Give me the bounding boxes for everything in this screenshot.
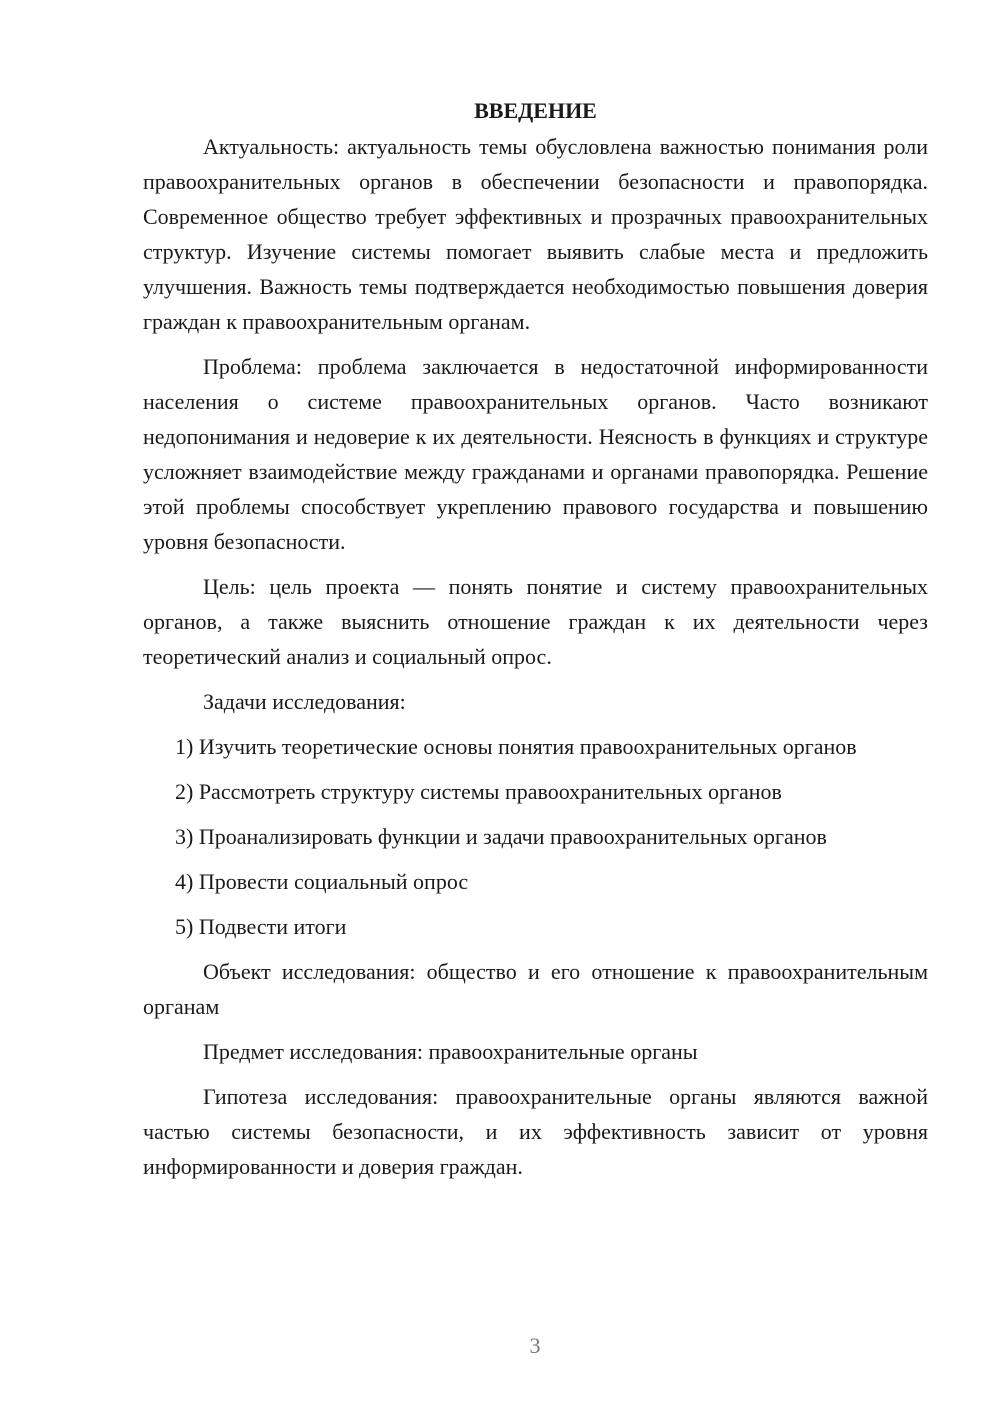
- task-item-4: 4) Провести социальный опрос: [175, 869, 469, 894]
- task-item-3: 3) Проанализировать функции и задачи правоохранительных органов: [175, 824, 827, 849]
- paragraph-problem: Проблема: проблема заключается в недостаточной информированности населения о системе правоохранительных органов. Часто возникают недопонимания и недоверие к их деятельности. Неясность в функциях и структуре усложняет взаимодействие между гражданами и органами правопорядка. Решение этой проблемы способствует укреплению правового государства и повышению уровня безопасности.: [143, 354, 928, 554]
- task-item-2: 2) Рассмотреть структуру системы правоохранительных органов: [175, 779, 782, 804]
- paragraph-hypothesis: Гипотеза исследования: правоохранительные органы являются важной частью системы безопасности, и их эффективность зависит от уровня информированности и доверия граждан.: [143, 1084, 928, 1179]
- paragraph-relevance: Актуальность: актуальность темы обусловлена важностью понимания роли правоохранительных органов в обеспечении безопасности и правопорядка. Современное общество требует эффективных и прозрачных правоохранительных структур. Изучение системы помогает выявить слабые места и предложить улучшения. Важность темы подтверждается необходимостью повышения доверия граждан к правоохранительным органам.: [143, 134, 928, 334]
- paragraph-tasks-heading: Задачи исследования:: [203, 689, 406, 714]
- paragraph-object: Объект исследования: общество и его отношение к правоохранительным органам: [143, 959, 928, 1019]
- paragraph-goal: Цель: цель проекта — понять понятие и систему правоохранительных органов, а также выяснить отношение граждан к их деятельности через теоретический анализ и социальный опрос.: [143, 574, 928, 669]
- page-number: 3: [529, 1333, 541, 1358]
- page-title: ВВЕДЕНИЕ: [474, 98, 597, 123]
- task-item-1: 1) Изучить теоретические основы понятия правоохранительных органов: [175, 734, 857, 759]
- task-item-5: 5) Подвести итоги: [175, 914, 347, 939]
- paragraph-subject: Предмет исследования: правоохранительные органы: [203, 1039, 698, 1064]
- document-page: [143, 93, 928, 1184]
- title-container: [143, 93, 928, 128]
